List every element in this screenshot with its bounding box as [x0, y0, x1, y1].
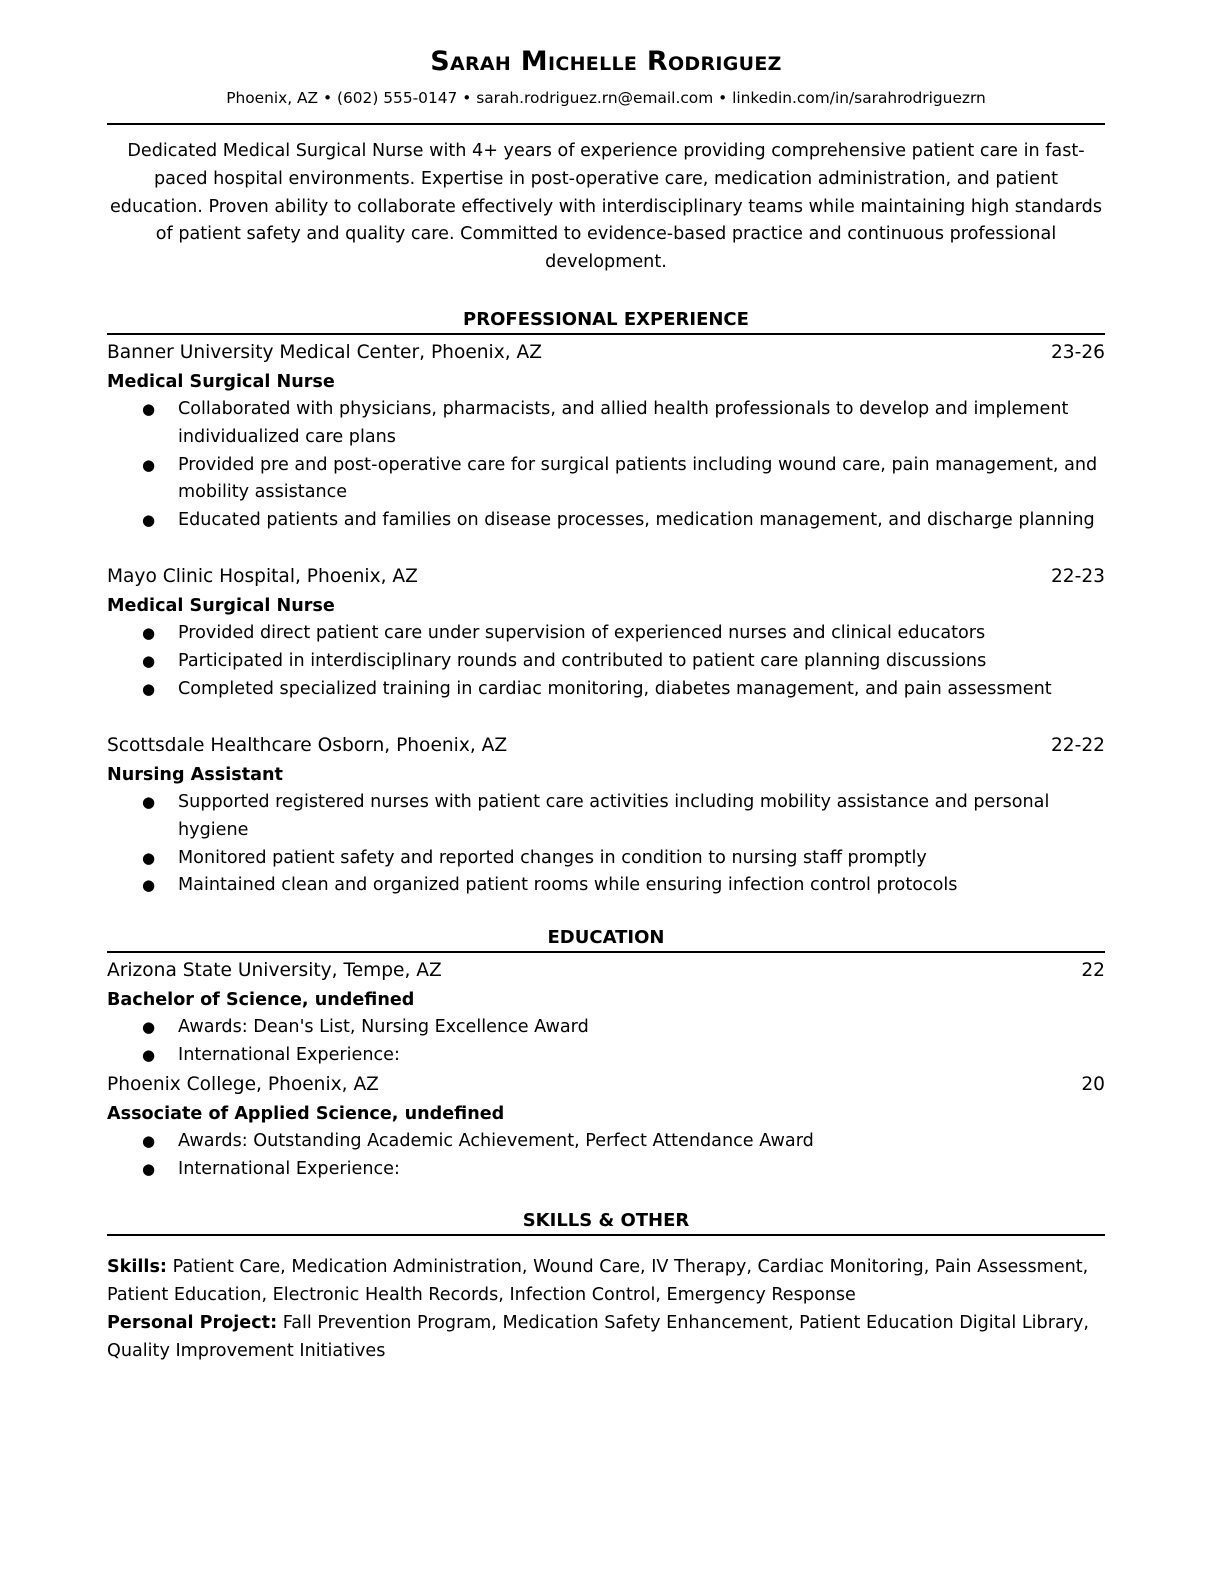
job-title: Medical Surgical Nurse — [107, 596, 335, 616]
bullet-item: ● Collaborated with physicians, pharmacists, and allied health professionals to develop and implement individualized care plans — [107, 396, 1105, 452]
employer-name: Banner University Medical Center, Phoenix, AZ — [107, 342, 543, 363]
section-title-education: EDUCATION — [547, 927, 665, 948]
skills-text: Patient Care, Medication Administration, Wound Care, IV Therapy, Cardiac Monitoring, Pain Assessment, Patient Education, Electronic Health Records, Infection Control, Emergency Response — [107, 1257, 1089, 1305]
bullet-icon: ● — [142, 848, 156, 867]
skills-label: Skills: — [107, 1257, 167, 1277]
header-divider — [107, 123, 1105, 125]
candidate-name: Sarah Michelle Rodriguez — [430, 46, 782, 77]
degree-title: Bachelor of Science, undefined — [107, 990, 415, 1010]
section-divider-skills — [107, 1234, 1105, 1236]
employer-name: Mayo Clinic Hospital, Phoenix, AZ — [107, 566, 418, 587]
degree-title: Associate of Applied Science, undefined — [107, 1104, 505, 1124]
school-header — [107, 957, 1105, 985]
employment-dates: 22-23 — [1050, 566, 1105, 587]
bullet-icon: ● — [142, 400, 156, 418]
bullet-item: ● Supported registered nurses with patient care activities including mobility assistance and personal hygiene — [107, 789, 1105, 845]
bullet-item: ● Completed specialized training in cardiac monitoring, diabetes management, and pain assessment — [107, 676, 1105, 704]
bullet-icon: ● — [142, 624, 156, 642]
bullet-icon: ● — [142, 1018, 156, 1036]
job-bullets — [107, 789, 1105, 900]
section-title-experience: PROFESSIONAL EXPERIENCE — [463, 309, 749, 330]
bullet-icon: ● — [142, 1045, 156, 1064]
school-name: Phoenix College, Phoenix, AZ — [107, 1074, 379, 1095]
employer-name: Scottsdale Healthcare Osborn, Phoenix, AZ — [107, 735, 508, 756]
bullet-item: ● International Experience: — [107, 1156, 1105, 1184]
graduation-year: 22 — [1081, 960, 1105, 981]
project-text: Fall Prevention Program, Medication Safety Enhancement, Patient Education Digital Library, Quality Improvement Initiatives — [107, 1313, 1089, 1361]
school-bullets — [107, 1128, 1105, 1184]
bullet-item: ● Participated in interdisciplinary rounds and contributed to patient care planning discussions — [107, 648, 1105, 676]
section-divider-experience — [107, 333, 1105, 335]
section-divider-education — [107, 951, 1105, 953]
bullet-item: ● Provided direct patient care under supervision of experienced nurses and clinical educators — [107, 620, 1105, 648]
bullet-icon: ● — [142, 876, 156, 895]
job-header — [107, 563, 1105, 591]
bullet-item: ● Monitored patient safety and reported changes in condition to nursing staff promptly — [107, 845, 1105, 873]
project-label: Personal Project: — [107, 1313, 278, 1333]
section-title-skills: SKILLS & OTHER — [522, 1210, 690, 1231]
skills-line — [107, 1253, 1105, 1309]
job-header — [107, 339, 1105, 367]
employment-dates: 22-22 — [1050, 735, 1105, 756]
school-bullets — [107, 1014, 1105, 1070]
bullet-item: ● Educated patients and families on disease processes, medication management, and discharge planning — [107, 507, 1105, 535]
bullet-icon: ● — [142, 1132, 156, 1150]
contact-line: Phoenix, AZ • (602) 555-0147 • sarah.rodriguez.rn@email.com • linkedin.com/in/sarahrodriguezrn — [226, 89, 986, 107]
bullet-icon: ● — [142, 651, 156, 670]
bullet-item: ● Maintained clean and organized patient rooms while ensuring infection control protocols — [107, 872, 1105, 900]
bullet-icon: ● — [142, 455, 156, 474]
job-header — [107, 732, 1105, 760]
bullet-icon: ● — [142, 793, 156, 811]
graduation-year: 20 — [1081, 1074, 1105, 1095]
bullet-item: ● Awards: Dean's List, Nursing Excellence Award — [107, 1014, 1105, 1042]
bullet-item: ● Awards: Outstanding Academic Achievement, Perfect Attendance Award — [107, 1128, 1105, 1156]
bullet-icon: ● — [142, 679, 156, 698]
school-header — [107, 1071, 1105, 1099]
job-bullets — [107, 396, 1105, 535]
job-title: Medical Surgical Nurse — [107, 372, 335, 392]
professional-summary: Dedicated Medical Surgical Nurse with 4+ years of experience providing comprehensive patient care in fast-paced hospital environments. Expertise in post-operative care, medication administration, and patient education. Proven ability to collaborate effectively with interdisciplinary teams while maintaining high standards of patient safety and quality care. Committed to evidence-based practice and continuous professional development. — [109, 141, 1103, 273]
project-line — [107, 1309, 1105, 1365]
employment-dates: 23-26 — [1050, 342, 1105, 363]
bullet-icon: ● — [142, 1159, 156, 1178]
bullet-item: ● Provided pre and post-operative care for surgical patients including wound care, pain management, and mobility assistance — [107, 452, 1105, 508]
school-name: Arizona State University, Tempe, AZ — [107, 960, 442, 981]
job-title: Nursing Assistant — [107, 765, 283, 785]
job-bullets — [107, 620, 1105, 703]
bullet-icon: ● — [142, 511, 156, 530]
skills-block — [107, 1253, 1105, 1365]
bullet-item: ● International Experience: — [107, 1042, 1105, 1070]
